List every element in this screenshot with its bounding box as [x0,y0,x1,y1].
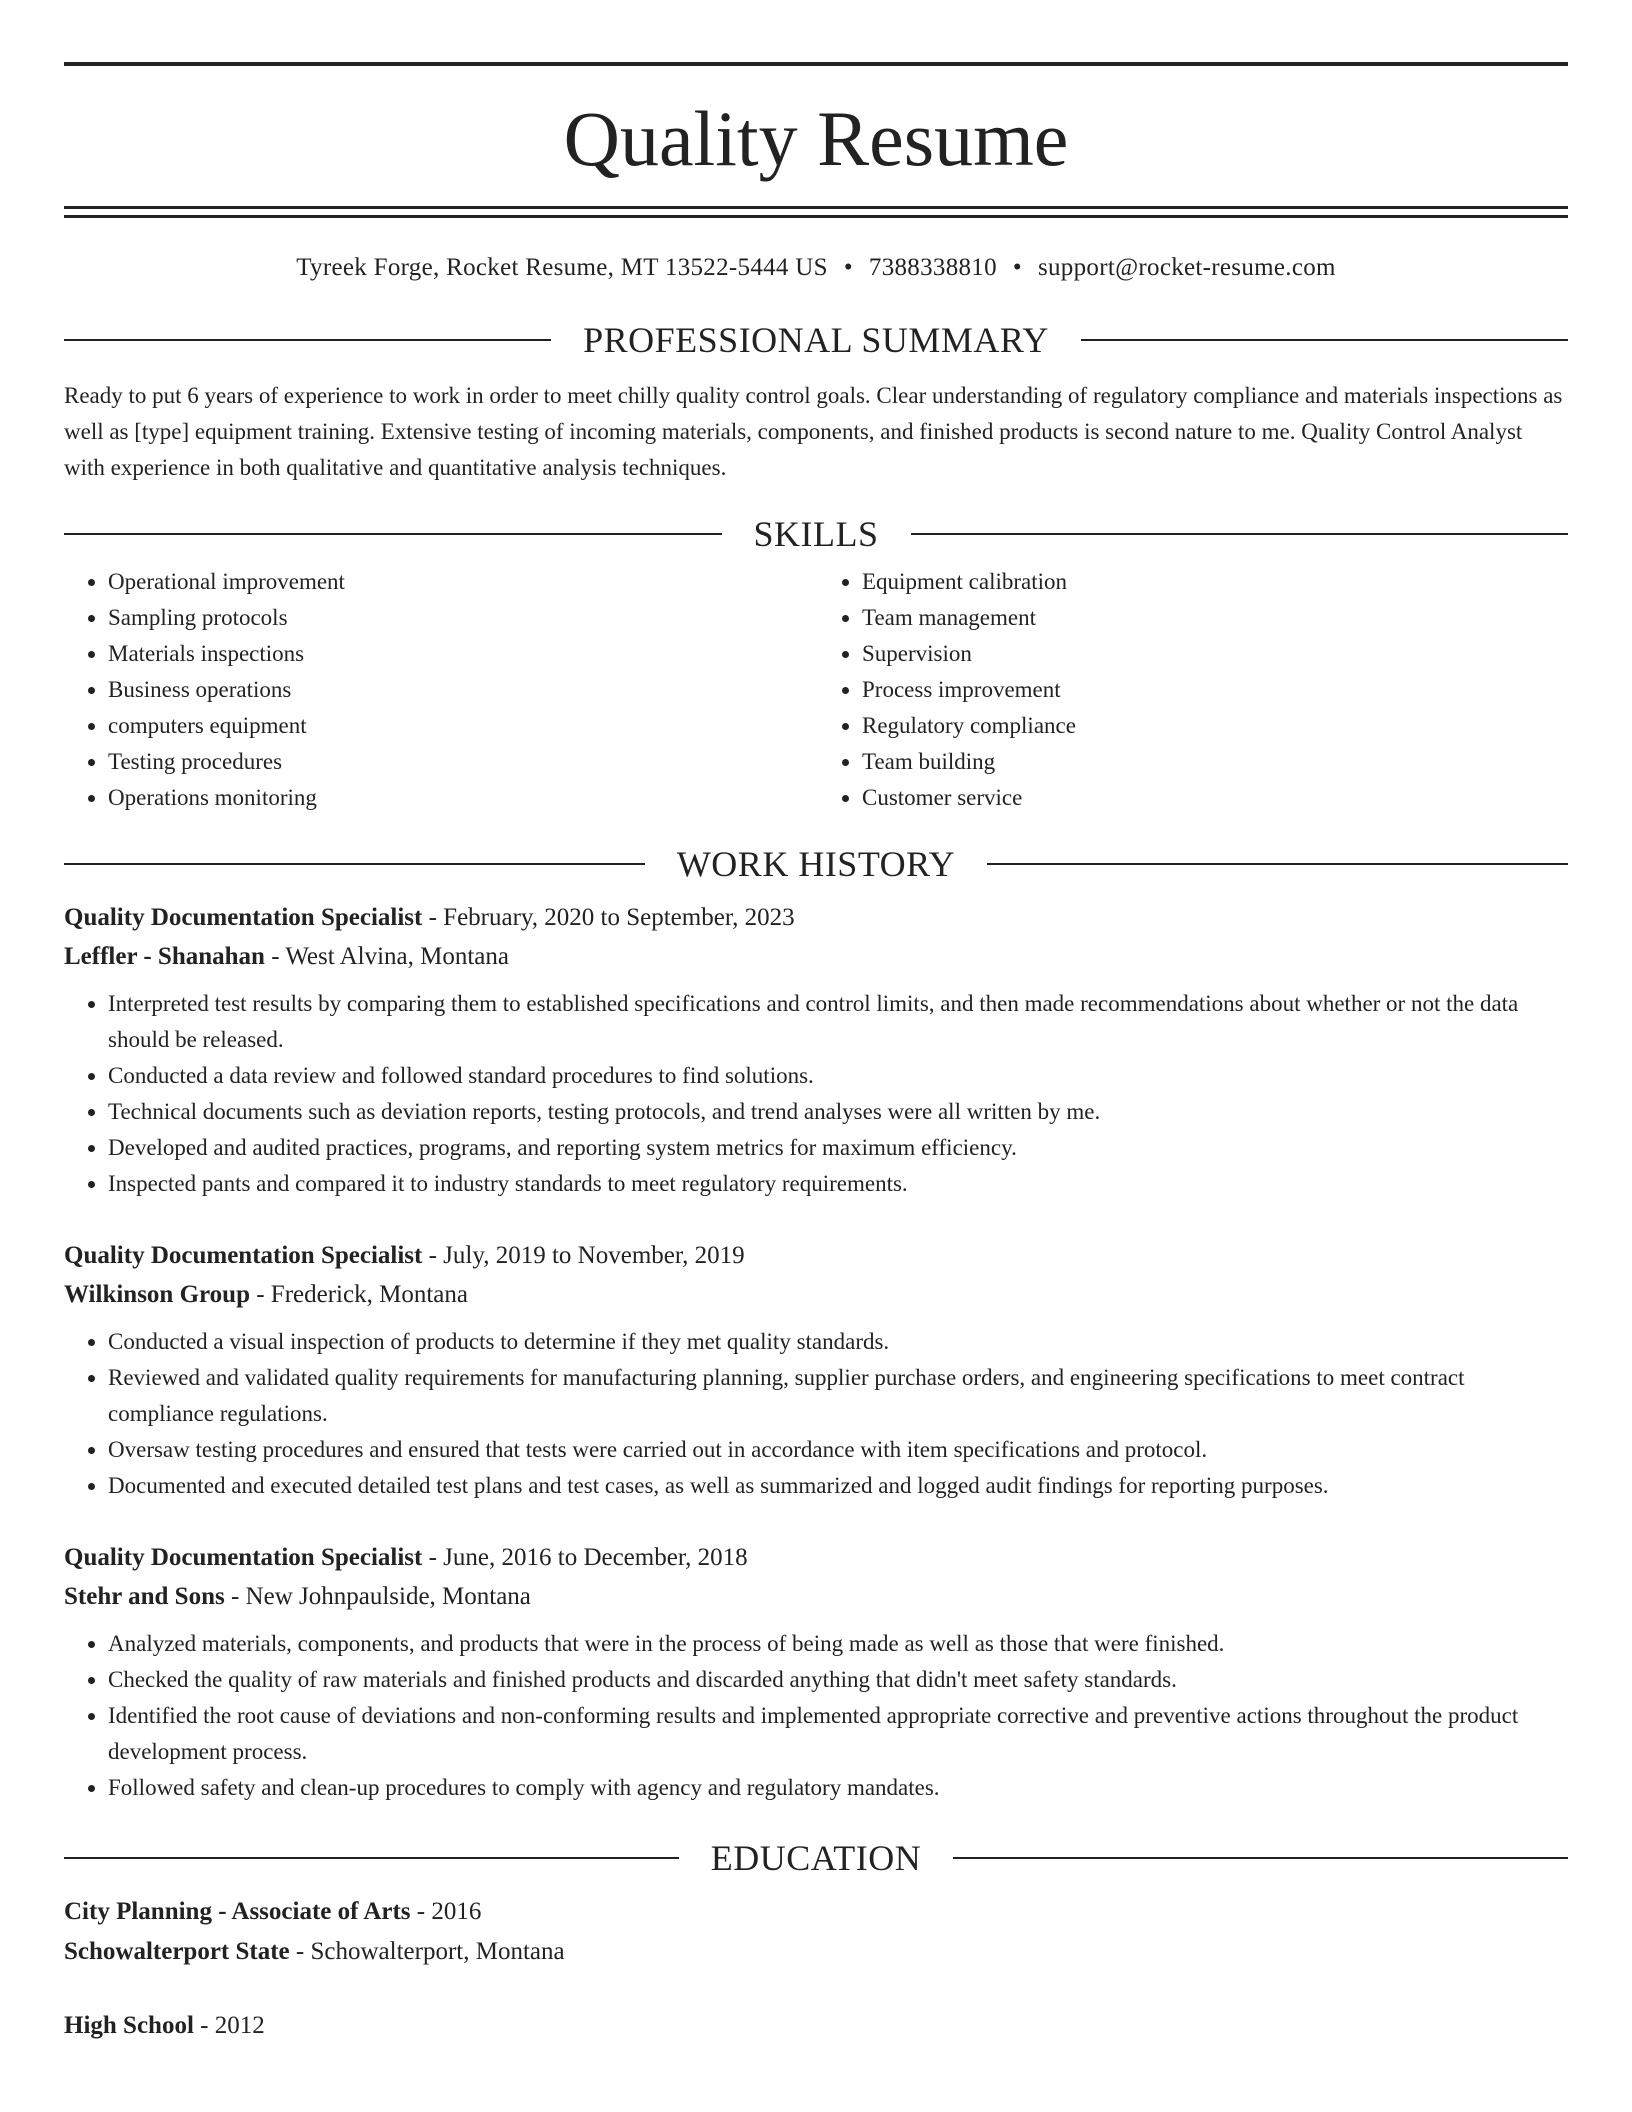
job-bullet: • Oversaw testing procedures and ensured that tests were carried out in accordance with item specifications and protocol. [108,1432,1568,1468]
job-company: Wilkinson Group [64,1281,250,1308]
job-bullets [64,1626,1568,1806]
job-role-line [64,1236,1568,1275]
job-bullet: • Conducted a visual inspection of products to determine if they met quality standards. [108,1324,1568,1360]
job-company: Leffler - Shanahan [64,943,265,970]
contact-address: Tyreek Forge, Rocket Resume, MT 13522-5444 US [296,254,828,281]
education-school-line [64,1932,1568,1972]
heading-rule-left [64,1857,679,1859]
skill-item: • Business operations [108,672,814,708]
contact-separator: • [1012,254,1022,281]
job-location: - New Johnpaulside, Montana [224,1583,531,1610]
heading-rule-right [1081,339,1568,341]
skill-item: • Equipment calibration [862,564,1568,600]
education-degree-line [64,1892,1568,1932]
job-company-line [64,1275,1568,1314]
education-year: - 2012 [193,2012,265,2039]
education-heading [64,1840,1568,1876]
summary-heading [64,322,1568,358]
job-bullets [64,986,1568,1202]
job-company-line [64,937,1568,976]
work-heading [64,846,1568,882]
job-bullet: • Reviewed and validated quality requirements for manufacturing planning, supplier purchase orders, and engineering specifications to meet contract compliance regulations. [108,1360,1568,1432]
education-degree: High School [64,2012,194,2039]
skill-item: • Sampling protocols [108,600,814,636]
job-bullet: • Interpreted test results by comparing them to established specifications and control limits, and then made recommendations about whether or not the data should be released. [108,986,1568,1058]
skill-item: • Supervision [862,636,1568,672]
skills-column-1 [64,564,814,816]
education-title: EDUCATION [710,1838,922,1878]
skills-heading [64,516,1568,552]
job-bullet: • Developed and audited practices, programs, and reporting system metrics for maximum efficiency. [108,1130,1568,1166]
contact-line [64,254,1568,282]
heading-rule-left [64,339,551,341]
resume-title: Quality Resume [563,95,1069,182]
skills-list [64,564,1568,816]
skill-item: • Operations monitoring [108,780,814,816]
skill-item: • Process improvement [862,672,1568,708]
education-entry [64,1892,1568,1972]
job-bullets [64,1324,1568,1504]
skill-item: • Team management [862,600,1568,636]
contact-email: support@rocket-resume.com [1037,254,1336,281]
job-entry [64,898,1568,1202]
heading-rule-left [64,863,645,865]
job-role-line [64,898,1568,937]
job-company-line [64,1577,1568,1616]
skills-column-2 [814,564,1568,816]
skills-title: SKILLS [753,514,879,554]
job-bullet: • Followed safety and clean-up procedures to comply with agency and regulatory mandates. [108,1770,1568,1806]
education-entry [64,2006,1568,2046]
education-degree-line [64,2006,1568,2046]
skill-item: • computers equipment [108,708,814,744]
skill-item: • Testing procedures [108,744,814,780]
job-dates: - July, 2019 to November, 2019 [422,1242,745,1269]
job-role: Quality Documentation Specialist [64,1544,423,1571]
heading-rule-right [911,533,1569,535]
skill-item: • Team building [862,744,1568,780]
heading-rule-right [987,863,1568,865]
top-rule [64,62,1568,66]
education-school: Schowalterport State [64,1938,290,1965]
job-company: Stehr and Sons [64,1583,225,1610]
double-rule [64,206,1568,218]
skill-item: • Materials inspections [108,636,814,672]
job-dates: - February, 2020 to September, 2023 [422,904,795,931]
job-bullet: • Checked the quality of raw materials and finished products and discarded anything that didn't meet safety standards. [108,1662,1568,1698]
job-bullet: • Technical documents such as deviation reports, testing protocols, and trend analyses were all written by me. [108,1094,1568,1130]
job-location: - Frederick, Montana [249,1281,468,1308]
contact-phone: 7388338810 [868,254,997,281]
job-bullet: • Documented and executed detailed test plans and test cases, as well as summarized and logged audit findings for reporting purposes. [108,1468,1568,1504]
job-entry [64,1538,1568,1806]
job-bullet: • Analyzed materials, components, and products that were in the process of being made as well as those that were finished. [108,1626,1568,1662]
job-role-line [64,1538,1568,1577]
education-location: - Schowalterport, Montana [289,1938,565,1965]
education-degree: City Planning - Associate of Arts [64,1898,411,1925]
job-bullet: • Conducted a data review and followed standard procedures to find solutions. [108,1058,1568,1094]
summary-title: PROFESSIONAL SUMMARY [583,320,1049,360]
contact-separator: • [843,254,853,281]
skill-item: • Customer service [862,780,1568,816]
work-title: WORK HISTORY [676,844,956,884]
job-location: - West Alvina, Montana [264,943,509,970]
heading-rule-right [953,1857,1568,1859]
resume-page [64,0,1568,2046]
job-role: Quality Documentation Specialist [64,904,423,931]
education-year: - 2016 [410,1898,482,1925]
job-role: Quality Documentation Specialist [64,1242,423,1269]
summary-text: Ready to put 6 years of experience to work in order to meet chilly quality control goals. Clear understanding of regulatory compliance and materials inspections as well as [type] equipment training. Extensive testing of incoming materials, components, and finished products is second nature to me. Quality Control Analyst with experience in both qualitative and quantitative analysis techniques. [64,383,1563,480]
skill-item: • Operational improvement [108,564,814,600]
job-entry [64,1236,1568,1504]
skill-item: • Regulatory compliance [862,708,1568,744]
heading-rule-left [64,533,722,535]
job-dates: - June, 2016 to December, 2018 [422,1544,748,1571]
job-bullet: • Identified the root cause of deviations and non-conforming results and implemented appropriate corrective and preventive actions throughout the product development process. [108,1698,1568,1770]
job-bullet: • Inspected pants and compared it to industry standards to meet regulatory requirements. [108,1166,1568,1202]
